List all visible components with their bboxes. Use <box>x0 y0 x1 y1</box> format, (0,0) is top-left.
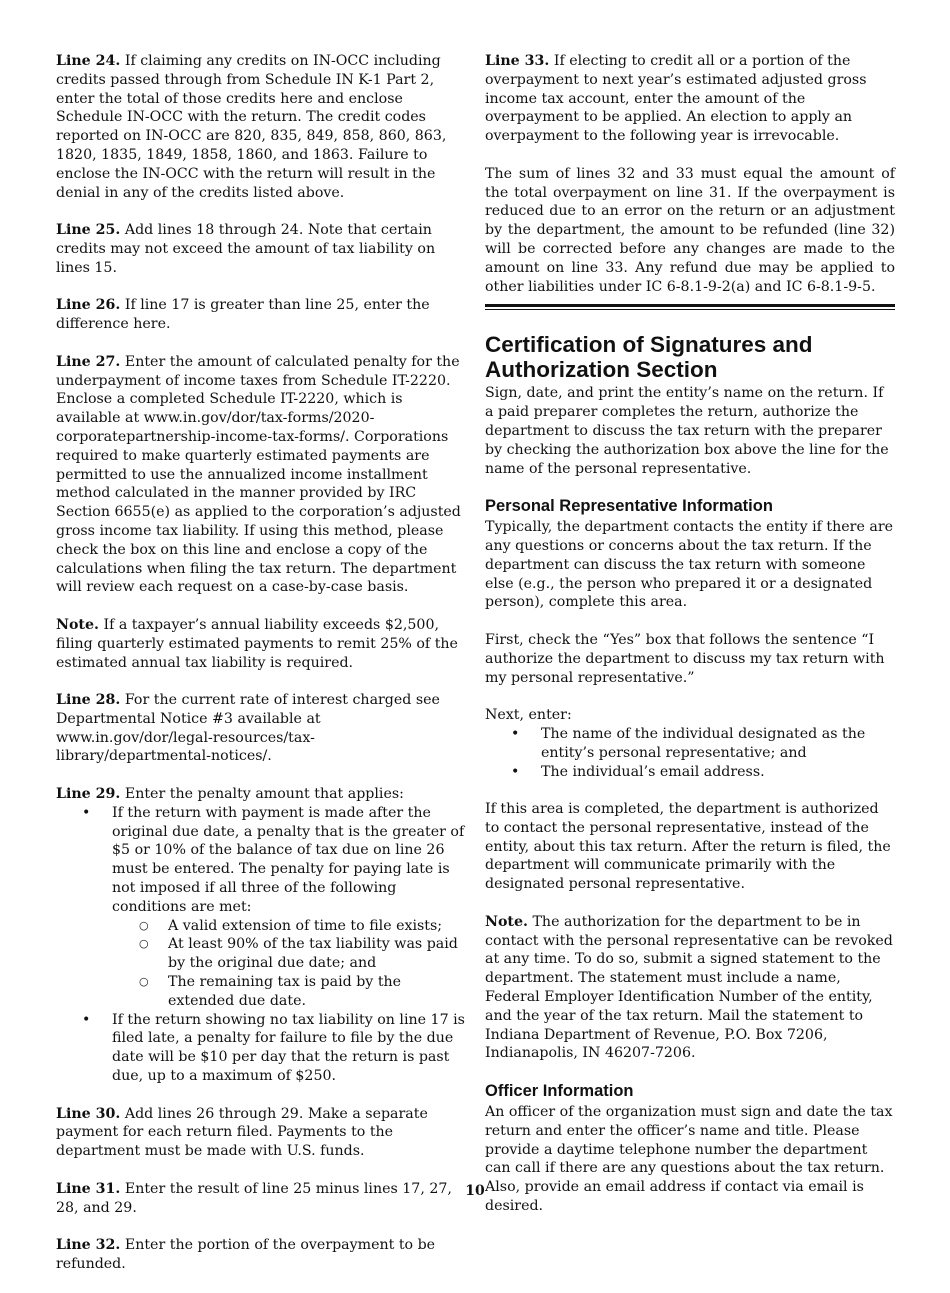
line-30-label: Line 30. <box>56 1105 121 1122</box>
page-number: 10 <box>465 1183 485 1199</box>
line-32-text: Enter the portion of the overpayment to be refunded. <box>56 1237 436 1272</box>
line-25-paragraph <box>56 221 466 277</box>
line-24-paragraph <box>56 52 466 202</box>
line-30-paragraph <box>56 1105 466 1161</box>
line-29-paragraph <box>56 785 466 804</box>
line-32-paragraph <box>56 1236 466 1274</box>
pr-note-label: Note. <box>485 913 528 930</box>
line-29-bullet-late-payment <box>56 804 466 1011</box>
left-column <box>56 52 466 1293</box>
certification-heading: Certification of Signatures and Authorization Section <box>485 332 813 383</box>
line-33-label: Line 33. <box>485 53 550 69</box>
condition-item: ○ At least 90% of the tax liability was paid by the original due date; and <box>112 935 466 973</box>
line-26-label: Line 26. <box>56 297 121 314</box>
line-27-label: Line 27. <box>56 353 121 370</box>
section-divider <box>485 304 895 310</box>
line-28-text: For the current rate of interest charged see Departmental Notice #3 available at www.in.gov/dor/legal-resources/tax-library/departmental-notices/. <box>56 692 440 765</box>
pr-bullet-item: • The individual’s email address. <box>485 763 895 782</box>
note-paragraph <box>56 616 466 672</box>
line-29-bullet-list <box>56 804 466 1086</box>
pr-bullet-list <box>485 725 895 781</box>
line-29-label: Line 29. <box>56 786 121 803</box>
pr-paragraph-1: Typically, the department contacts the entity if there are any questions or concerns about the tax return. If the department can discuss the tax return with someone else (e.g., the person who prepared it or a designated person), complete this area. <box>485 519 893 611</box>
pr-note-text: The authorization for the department to be in contact with the personal representative can be revoked at any time. To do so, submit a signed statement to the department. The statement must include a name, Federal Employer Identification Number of the entity, and the year of the tax return. Mail the statement to Indiana Department of Revenue, P.O. Box 7206, Indianapolis, IN 46207-7206. <box>485 913 893 1062</box>
officer-paragraph: An officer of the organization must sign and date the tax return and enter the officer’s name and title. Please provide a daytime telephone number the department can call if there are any questions about the tax return. Also, provide an email address if contact via email is desired. <box>485 1104 893 1215</box>
late-payment-text: If the return with payment is made after the original due date, a penalty that is the greater of $5 or 10% of the balance of tax due on line 26 must be entered. The penalty for paying late is not imposed if all three of the following conditions are met: <box>112 804 465 915</box>
line-26-text: If line 17 is greater than line 25, enter the difference here. <box>56 297 430 333</box>
line-31-text: Enter the result of line 25 minus lines 17, 27, 28, and 29. <box>56 1180 452 1216</box>
line-29-bullet-late-filing: • If the return showing no tax liability on line 17 is filed late, a penalty for failure to file by the due date will be $10 per day that the return is past due, up to a maximum of $250. <box>56 1011 466 1086</box>
line-24-text: If claiming any credits on IN-OCC including credits passed through from Schedule IN K-1 Part 2, enter the total of those credits here and enclose Schedule IN-OCC with the return. The credit codes reported on IN-OCC are 820, 835, 849, 858, 860, 863, 1820, 1835, 1849, 1858, 1860, and 1863. Failure to enclose the IN-OCC with the return will result in the denial in any of the credits listed above. <box>56 53 447 201</box>
condition-item: ○ The remaining tax is paid by the extended due date. <box>112 973 466 1011</box>
pr-paragraph-2: First, check the “Yes” box that follows the sentence “I authorize the department to discuss my tax return with my personal representative.” <box>485 631 885 686</box>
line-28-paragraph <box>56 691 466 766</box>
line-25-text: Add lines 18 through 24. Note that certain credits may not exceed the amount of tax liability on lines 15. <box>56 222 436 276</box>
line-32-label: Line 32. <box>56 1237 121 1254</box>
line-27-text: Enter the amount of calculated penalty for the underpayment of income taxes from Schedule IT-2220. Enclose a completed Schedule IT-2220, which is available at www.in.gov/dor/tax-forms/2020-corporatepartnership-income-tax-forms/. Corporations required to make quarterly estimated payments are permitted to use the annualized income installment method calculated in the manner provided by IRC Section 6655(e) as applied to the corporation’s adjusted gross income tax liability. If using this method, please check the box on this line and enclose a copy of the calculations when filing the tax return. The department will review each request on a case-by-case basis. <box>56 353 461 596</box>
line-24-label: Line 24. <box>56 53 121 69</box>
right-column <box>485 52 895 1235</box>
condition-item: ○ A valid extension of time to file exists; <box>112 917 466 936</box>
note-text: If a taxpayer’s annual liability exceeds $2,500, filing quarterly estimated payments to remit 25% of the estimated annual tax liability is required. <box>56 616 458 671</box>
line-31-label: Line 31. <box>56 1180 121 1197</box>
line-27-paragraph <box>56 353 466 597</box>
note-label: Note. <box>56 616 99 633</box>
pr-next-enter: Next, enter: <box>485 707 572 724</box>
pr-paragraph-3: If this area is completed, the department is authorized to contact the personal representative, instead of the entity, about this tax return. After the return is filed, the department will communicate primarily with the designated personal representative. <box>485 801 891 893</box>
certification-paragraph: Sign, date, and print the entity’s name on the return. If a paid preparer completes the return, authorize the department to discuss the tax return with the preparer by checking the authorization box above the line for the name of the personal representative. <box>485 385 889 477</box>
line-33-text: If electing to credit all or a portion of the overpayment to next year’s estimated adjusted gross income tax account, enter the amount of the overpayment to be applied. An election to apply an overpayment to the following year is irrevocable. <box>485 53 867 145</box>
overpayment-sum-paragraph: The sum of lines 32 and 33 must equal the amount of the total overpayment on line 31. If the overpayment is reduced due to an error on the return or an adjustment by the department, the amount to be refunded (line 32) will be corrected before any changes are made to the amount on line 33. Any refund due may be applied to other liabilities under IC 6-8.1-9-2(a) and IC 6-8.1-9-5. <box>485 165 895 295</box>
line-30-text: Add lines 26 through 29. Make a separate payment for each return filed. Payments to the department must be made with U.S. funds. <box>56 1105 428 1160</box>
line-26-paragraph <box>56 296 466 334</box>
line-28-label: Line 28. <box>56 692 121 709</box>
personal-representative-heading: Personal Representative Information <box>485 497 773 516</box>
line-29-text: Enter the penalty amount that applies: <box>120 786 404 803</box>
line-25-label: Line 25. <box>56 222 121 239</box>
pr-bullet-item: • The name of the individual designated as the entity’s personal representative; and <box>485 725 895 763</box>
conditions-list <box>112 917 466 1011</box>
pr-note-paragraph <box>485 913 895 1063</box>
officer-information-heading: Officer Information <box>485 1082 634 1101</box>
line-33-paragraph <box>485 52 895 146</box>
